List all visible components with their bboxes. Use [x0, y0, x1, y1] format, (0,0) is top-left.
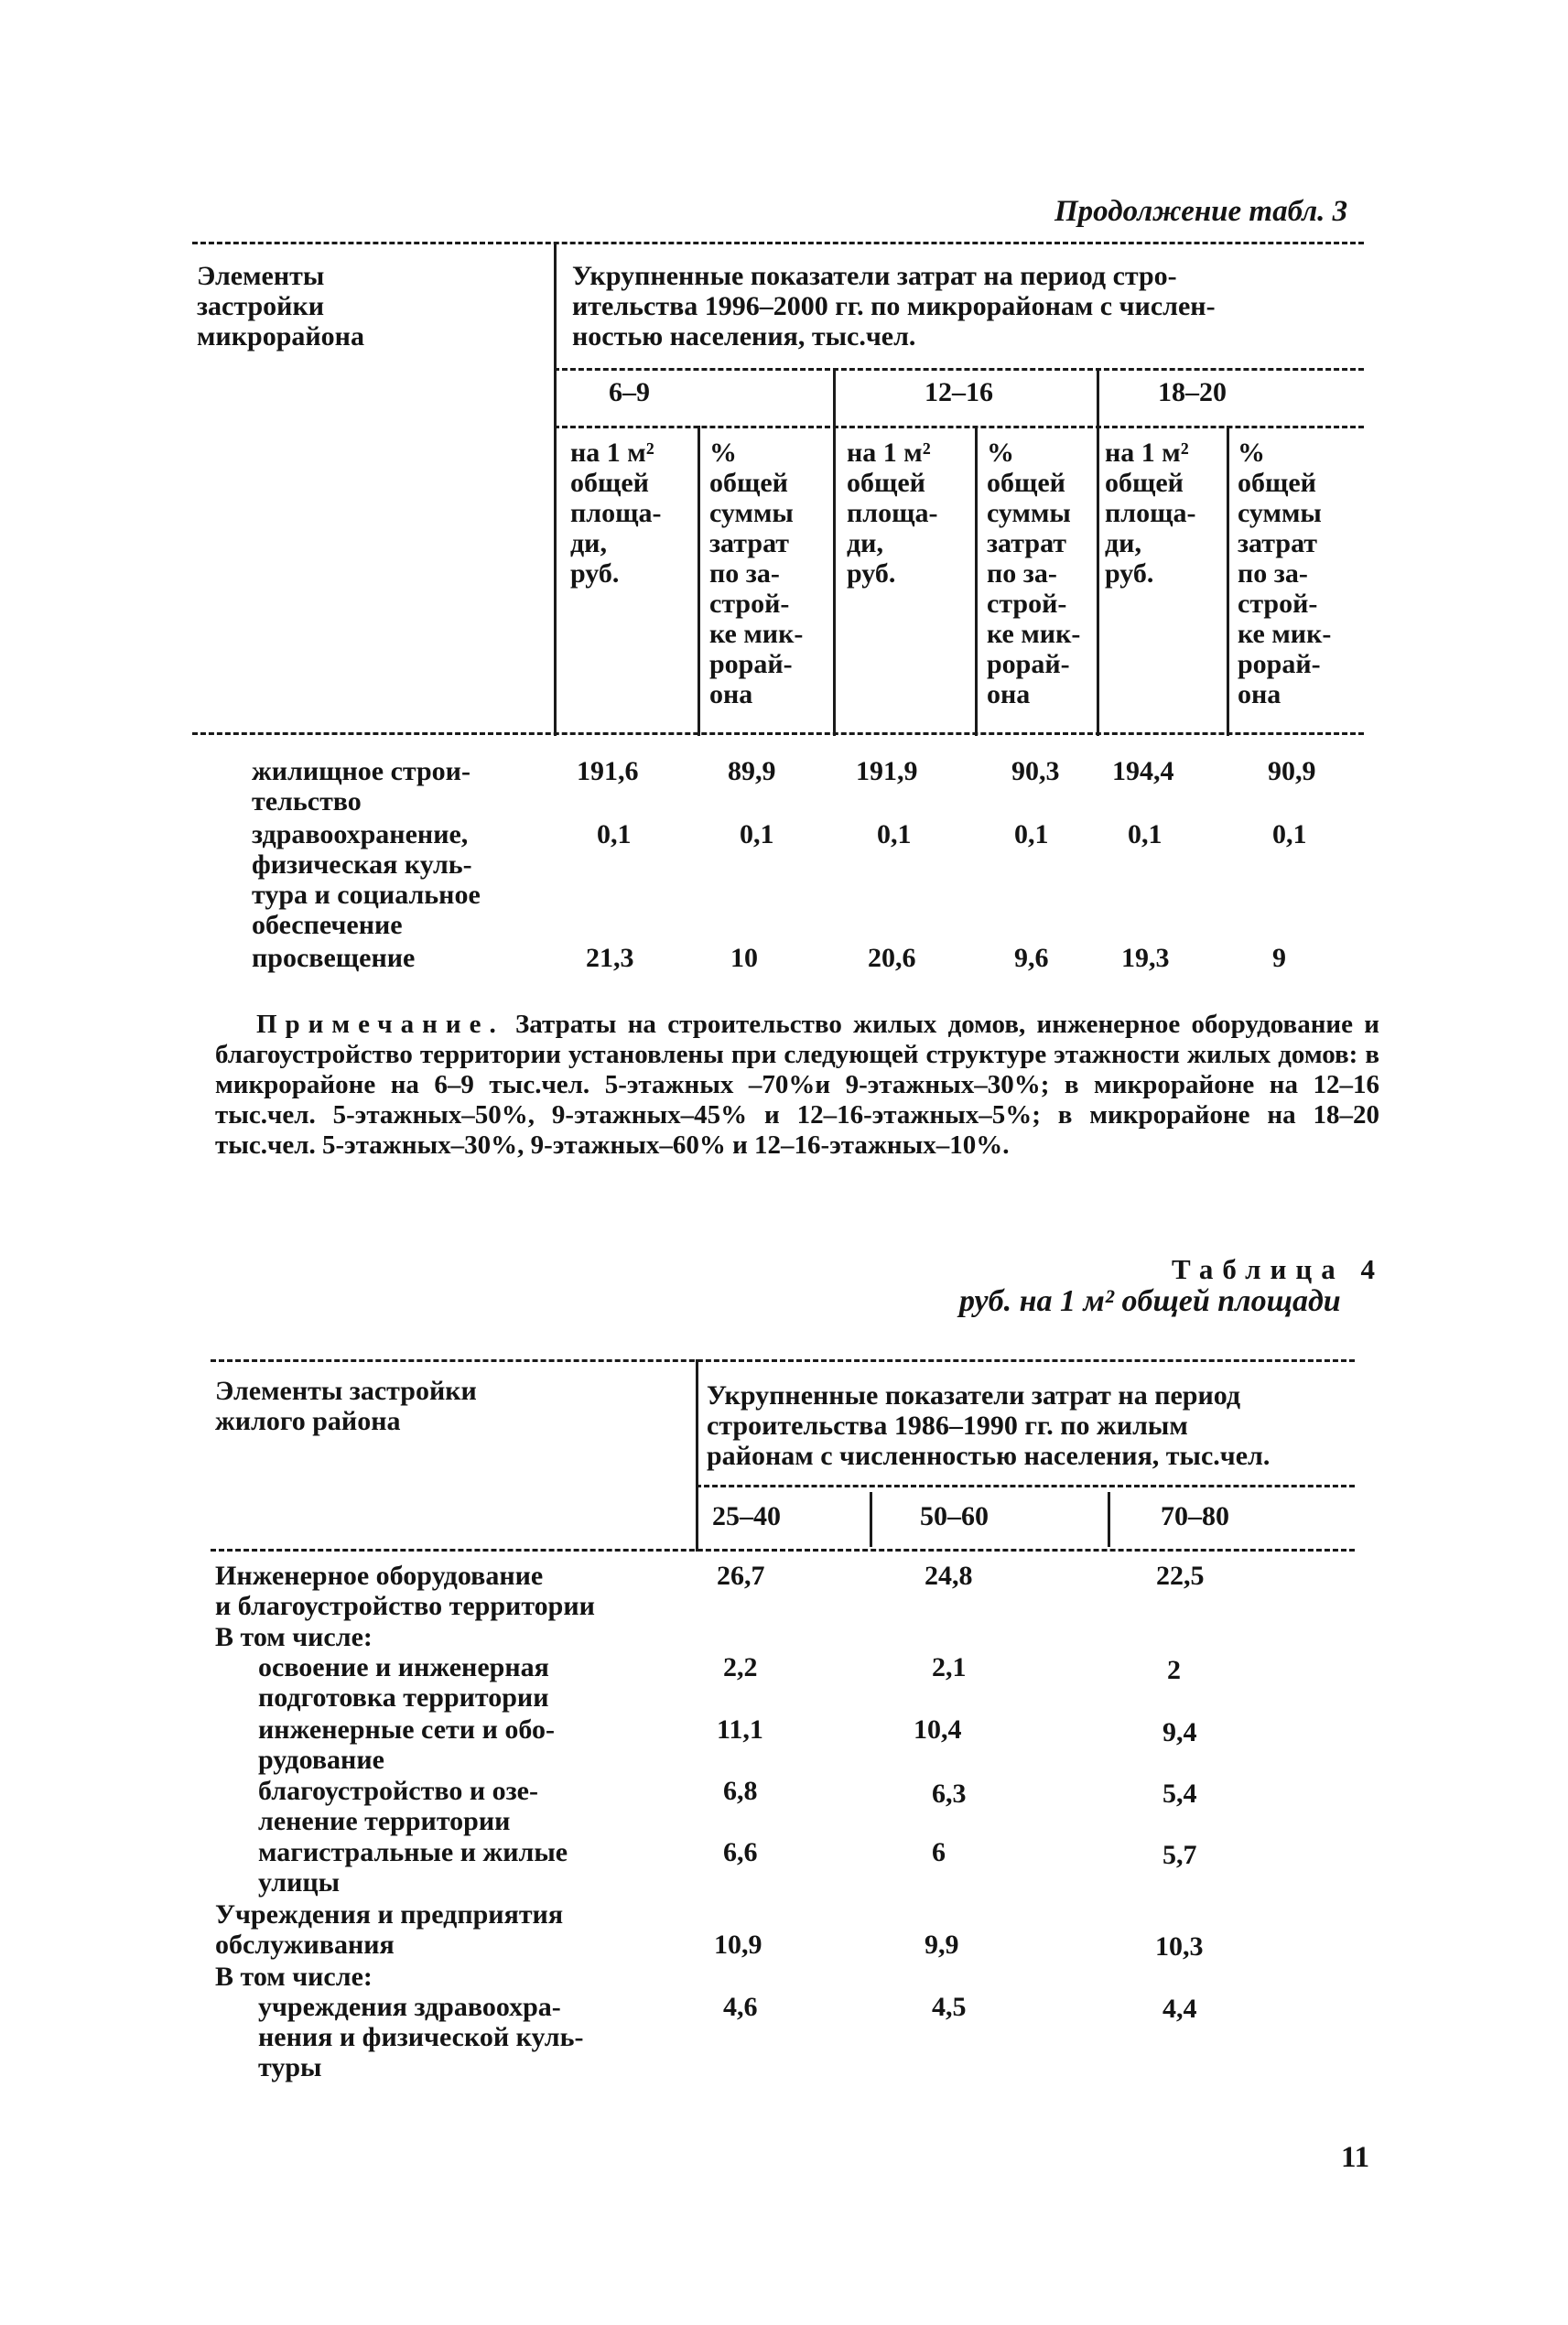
- table3-group-18-20: 18–20: [1158, 377, 1227, 407]
- table4-title: Таблица 4: [1172, 1253, 1384, 1285]
- subhead-line: площа-: [570, 498, 662, 528]
- cell-value: 19,3: [1121, 943, 1170, 973]
- table-row: [252, 943, 415, 973]
- subhead-line: рорай-: [709, 649, 793, 679]
- cell-value: 191,9: [856, 756, 918, 786]
- header-line: ительства 1996–2000 гг. по микрорайонам с числен-: [572, 291, 1216, 321]
- cell-value: 0,1: [1272, 819, 1307, 849]
- table4-units: руб. на 1 м² общей площади: [959, 1284, 1341, 1318]
- subhead-line: на 1 м²: [847, 438, 931, 468]
- table3-group-12-16: 12–16: [925, 377, 993, 407]
- table3-vrule-s3: [1227, 426, 1229, 736]
- cell-value: 4,6: [723, 1992, 758, 2022]
- subhead-line: затрат: [987, 528, 1067, 558]
- table-row: [258, 1652, 549, 1713]
- cell-value: 22,5: [1156, 1561, 1205, 1591]
- table3-vrule-s2: [975, 426, 978, 736]
- row-label-line: и благоустройство территории: [215, 1591, 595, 1621]
- cell-value: 194,4: [1112, 756, 1174, 786]
- row-label-line: Инженерное оборудование: [215, 1561, 544, 1591]
- cell-value: 10,9: [714, 1930, 762, 1960]
- subhead-line: общей: [987, 468, 1065, 498]
- subhead-line: суммы: [1238, 498, 1322, 528]
- row-label-line: подготовка территории: [258, 1682, 549, 1713]
- cell-value: 5,7: [1162, 1840, 1197, 1870]
- row-label-line: инженерные сети и обо-: [258, 1714, 555, 1745]
- row-label-line: просвещение: [252, 943, 416, 973]
- table3-subhead-pct-1: [709, 438, 803, 709]
- cell-value: 24,8: [925, 1561, 973, 1591]
- subhead-line: ди,: [847, 528, 883, 558]
- subhead-line: общей: [709, 468, 788, 498]
- cell-value: 89,9: [728, 756, 776, 786]
- subhead-line: по за-: [709, 558, 780, 589]
- row-label-line: освоение и инженерная: [258, 1652, 549, 1682]
- row-label-line: здравоохранение,: [252, 819, 469, 849]
- table3-vrule-s1: [697, 426, 700, 736]
- cell-value: 6,6: [723, 1837, 758, 1867]
- header-line: застройки: [197, 291, 325, 321]
- row-label-line: обеспечение: [252, 910, 403, 940]
- row-label-line: туры: [258, 2052, 322, 2082]
- subhead-line: общей: [1238, 468, 1316, 498]
- header-line: районам с численностью населения, тыс.чел.: [707, 1441, 1271, 1471]
- cell-value: 0,1: [1128, 819, 1162, 849]
- subhead-line: по за-: [987, 558, 1057, 589]
- subhead-line: руб.: [1105, 558, 1154, 589]
- table4-group-25-40: 25–40: [712, 1501, 781, 1531]
- subhead-line: %: [987, 438, 1014, 468]
- row-label-line: улицы: [258, 1867, 341, 1898]
- subhead-line: общей: [1105, 468, 1184, 498]
- subhead-line: ди,: [570, 528, 607, 558]
- table4-group-rule: [696, 1485, 1355, 1487]
- table-row: [258, 1837, 568, 1898]
- row-label-line: магистральные и жилые: [258, 1837, 568, 1867]
- table-row: [258, 1776, 538, 1836]
- subhead-line: %: [709, 438, 737, 468]
- table4-header-bottom-rule: [211, 1549, 1355, 1552]
- subhead-line: по за-: [1238, 558, 1308, 589]
- cell-value: 2: [1167, 1655, 1181, 1685]
- cell-value: 4,5: [932, 1992, 967, 2022]
- table4-top-rule: [211, 1359, 1355, 1362]
- cell-value: 9,9: [925, 1930, 959, 1960]
- subhead-line: рорай-: [987, 649, 1070, 679]
- table4-vrule-g2: [870, 1492, 872, 1547]
- table-row: [215, 1899, 563, 1960]
- subhead-line: суммы: [709, 498, 794, 528]
- subhead-line: рорай-: [1238, 649, 1321, 679]
- table4-header: [707, 1380, 1270, 1471]
- cell-value: 10: [730, 943, 758, 973]
- header-line: Элементы: [197, 261, 325, 291]
- subhead-line: общей: [570, 468, 649, 498]
- table4-vrule-g3: [1108, 1492, 1110, 1547]
- row-label-line: жилищное строи-: [252, 756, 470, 786]
- subhead-line: площа-: [847, 498, 938, 528]
- cell-value: 0,1: [597, 819, 632, 849]
- cell-value: 10,3: [1155, 1931, 1204, 1962]
- table3-vrule-g2: [833, 368, 836, 736]
- table-row: [215, 1622, 373, 1652]
- cell-value: 0,1: [877, 819, 912, 849]
- cell-value: 5,4: [1162, 1779, 1197, 1809]
- cell-value: 26,7: [717, 1561, 765, 1591]
- table4-group-70-80: 70–80: [1161, 1501, 1229, 1531]
- header-line: микрорайона: [197, 321, 364, 351]
- subhead-line: ке мик-: [709, 619, 804, 649]
- row-label-line: тура и социальное: [252, 880, 481, 910]
- subhead-line: затрат: [709, 528, 790, 558]
- subhead-line: строй-: [987, 589, 1067, 619]
- cell-value: 0,1: [1014, 819, 1049, 849]
- cell-value: 4,4: [1162, 1994, 1197, 2024]
- cell-value: 21,3: [586, 943, 634, 973]
- table3-subhead-area-1: [570, 438, 661, 589]
- table3-subhead-area-2: [847, 438, 937, 589]
- row-label-line: нения и физической куль-: [258, 2022, 584, 2052]
- row-label-line: обслуживания: [215, 1930, 395, 1960]
- subhead-line: руб.: [847, 558, 896, 589]
- row-label-line: рудование: [258, 1745, 384, 1775]
- row-label-line: Учреждения и предприятия: [215, 1899, 564, 1930]
- row-label-line: ленение территории: [258, 1806, 511, 1836]
- header-line: ностью населения, тыс.чел.: [572, 321, 916, 351]
- row-label-line: тельство: [252, 786, 362, 816]
- cell-value: 191,6: [577, 756, 639, 786]
- table4-col-elements: [215, 1376, 477, 1436]
- cell-value: 90,9: [1268, 756, 1316, 786]
- cell-value: 6,8: [723, 1776, 758, 1806]
- subhead-line: ди,: [1105, 528, 1141, 558]
- table3-col-elements: [197, 261, 364, 351]
- cell-value: 90,3: [1011, 756, 1060, 786]
- cell-value: 6,3: [932, 1779, 967, 1809]
- subhead-line: затрат: [1238, 528, 1318, 558]
- table3-subhead-pct-3: [1238, 438, 1331, 709]
- note-paragraph: [215, 1010, 1379, 1161]
- header-line: жилого района: [215, 1406, 401, 1436]
- cell-value: 11,1: [717, 1714, 763, 1745]
- cell-value: 6: [932, 1837, 946, 1867]
- header-line: Укрупненные показатели затрат на период: [707, 1380, 1241, 1411]
- header-line: Укрупненные показатели затрат на период стро-: [572, 261, 1177, 291]
- subhead-line: руб.: [570, 558, 620, 589]
- table3-vrule-main: [554, 242, 557, 736]
- subhead-line: ке мик-: [987, 619, 1081, 649]
- subhead-line: она: [709, 679, 753, 709]
- table-row: [252, 819, 481, 940]
- subhead-line: на 1 м²: [570, 438, 654, 468]
- table3-header: [572, 261, 1216, 351]
- table3-subhead-pct-2: [987, 438, 1080, 709]
- subhead-line: строй-: [709, 589, 790, 619]
- row-label-line: В том числе:: [215, 1962, 373, 1992]
- row-label-line: В том числе:: [215, 1622, 373, 1652]
- header-line: строительства 1986–1990 гг. по жилым: [707, 1411, 1188, 1441]
- table4-group-50-60: 50–60: [920, 1501, 989, 1531]
- table4-vrule-main: [696, 1359, 698, 1552]
- cell-value: 9: [1272, 943, 1286, 973]
- subhead-line: ке мик-: [1238, 619, 1332, 649]
- subhead-line: строй-: [1238, 589, 1318, 619]
- page-number: 11: [1341, 2141, 1370, 2174]
- table3-sub-rule: [554, 426, 1364, 428]
- table3-header-bottom-rule: [192, 732, 1364, 735]
- table-row: [258, 1714, 555, 1775]
- row-label-line: физическая куль-: [252, 849, 472, 880]
- cell-value: 9,4: [1162, 1717, 1197, 1747]
- table-row: [215, 1561, 595, 1621]
- continuation-caption: Продолжение табл. 3: [1054, 195, 1348, 228]
- cell-value: 2,1: [932, 1652, 967, 1682]
- table-row: [252, 756, 470, 816]
- cell-value: 0,1: [740, 819, 774, 849]
- cell-value: 9,6: [1014, 943, 1049, 973]
- subhead-line: суммы: [987, 498, 1071, 528]
- row-label-line: благоустройство и озе-: [258, 1776, 538, 1806]
- subhead-line: она: [1238, 679, 1281, 709]
- table3-top-rule: [192, 242, 1364, 244]
- subhead-line: общей: [847, 468, 925, 498]
- row-label-line: учреждения здравоохра-: [258, 1992, 561, 2022]
- subhead-line: площа-: [1105, 498, 1196, 528]
- subhead-line: на 1 м²: [1105, 438, 1189, 468]
- subhead-line: %: [1238, 438, 1265, 468]
- note-label: Примечание.: [256, 1010, 504, 1039]
- table3-group-rule: [554, 368, 1364, 371]
- table3-vrule-g3: [1097, 368, 1099, 736]
- header-line: Элементы застройки: [215, 1376, 477, 1406]
- table3-subhead-area-3: [1105, 438, 1195, 589]
- cell-value: 10,4: [914, 1714, 962, 1745]
- table3-group-6-9: 6–9: [609, 377, 650, 407]
- cell-value: 2,2: [723, 1652, 758, 1682]
- cell-value: 20,6: [868, 943, 916, 973]
- subhead-line: она: [987, 679, 1031, 709]
- note-text: Затраты на строительство жилых домов, инженерное оборудование и благоустройство территории установлены при следующей структуре этажности жилых домов: в микрорайоне на 6–9 тыс.чел. 5-этажных –70%и 9-этажных–30%; в микрорайоне на 12–16 тыс.чел. 5-этажных–50%, 9-этажных–45% и 12–16-этажных–5%; в микрорайоне на 18–20 тыс.чел. 5-этажных–30%, 9-этажных–60% и 12–16-этажных–10%.: [215, 1010, 1379, 1160]
- table-row: [215, 1962, 373, 1992]
- table-row: [258, 1992, 583, 2082]
